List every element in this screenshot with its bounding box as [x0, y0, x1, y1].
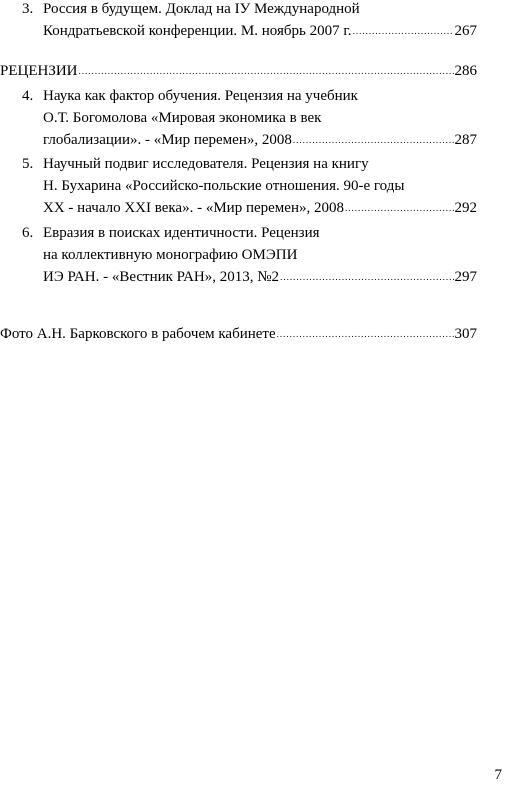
entry-page-number: 297	[454, 269, 477, 285]
entry-number: 5.	[22, 156, 34, 172]
entry-number: 3.	[22, 1, 34, 17]
dot-leader	[277, 323, 454, 345]
section-leader-line	[0, 60, 477, 83]
dot-leader	[79, 60, 454, 82]
page-number: 7	[494, 767, 502, 783]
entry-title-line: Фото А.Н. Барковского в рабочем кабинете	[0, 326, 276, 342]
entry-title-line: Кондратьевской конференции. М. ноябрь 2007 г.	[43, 23, 352, 39]
dot-leader	[353, 20, 454, 42]
entry-leader-line	[43, 20, 477, 43]
entry-leader-line	[43, 266, 477, 289]
entry-title-line: на коллективную монографию ОМЭПИ	[43, 247, 298, 263]
entry-number: 6.	[22, 225, 34, 241]
entry-title-line: Научный подвиг исследователя. Рецензия на книгу	[43, 156, 369, 172]
entry-title-line: XX - начало XXI века». - «Мир перемен», 2008	[43, 200, 344, 216]
section-page-number: 286	[454, 63, 477, 79]
entry-leader-line	[43, 197, 477, 220]
entry-title-line: ИЭ РАН. - «Вестник РАН», 2013, №2	[43, 269, 280, 285]
entry-title-line: Н. Бухарина «Российско-польские отношения. 90-е годы	[43, 178, 405, 194]
dot-leader	[293, 129, 454, 151]
entry-title-line: О.Т. Богомолова «Мировая экономика в век	[43, 110, 322, 126]
entry-number: 4.	[22, 88, 34, 104]
entry-page-number: 292	[454, 200, 477, 216]
entry-title-line: Наука как фактор обучения. Рецензия на учебник	[43, 88, 358, 104]
entry-leader-line	[0, 323, 477, 346]
entry-page-number: 307	[454, 326, 477, 342]
dot-leader	[345, 197, 454, 219]
entry-title-line: Евразия в поисках идентичности. Рецензия	[43, 225, 320, 241]
entry-title-line: глобализации». - «Мир перемен», 2008	[43, 132, 292, 148]
entry-page-number: 267	[454, 23, 477, 39]
entry-title-line: Россия в будущем. Доклад на IУ Международной	[43, 1, 360, 17]
dot-leader	[280, 266, 453, 288]
entry-page-number: 287	[454, 132, 477, 148]
entry-leader-line	[43, 129, 477, 152]
section-title: РЕЦЕНЗИИ	[0, 63, 78, 79]
